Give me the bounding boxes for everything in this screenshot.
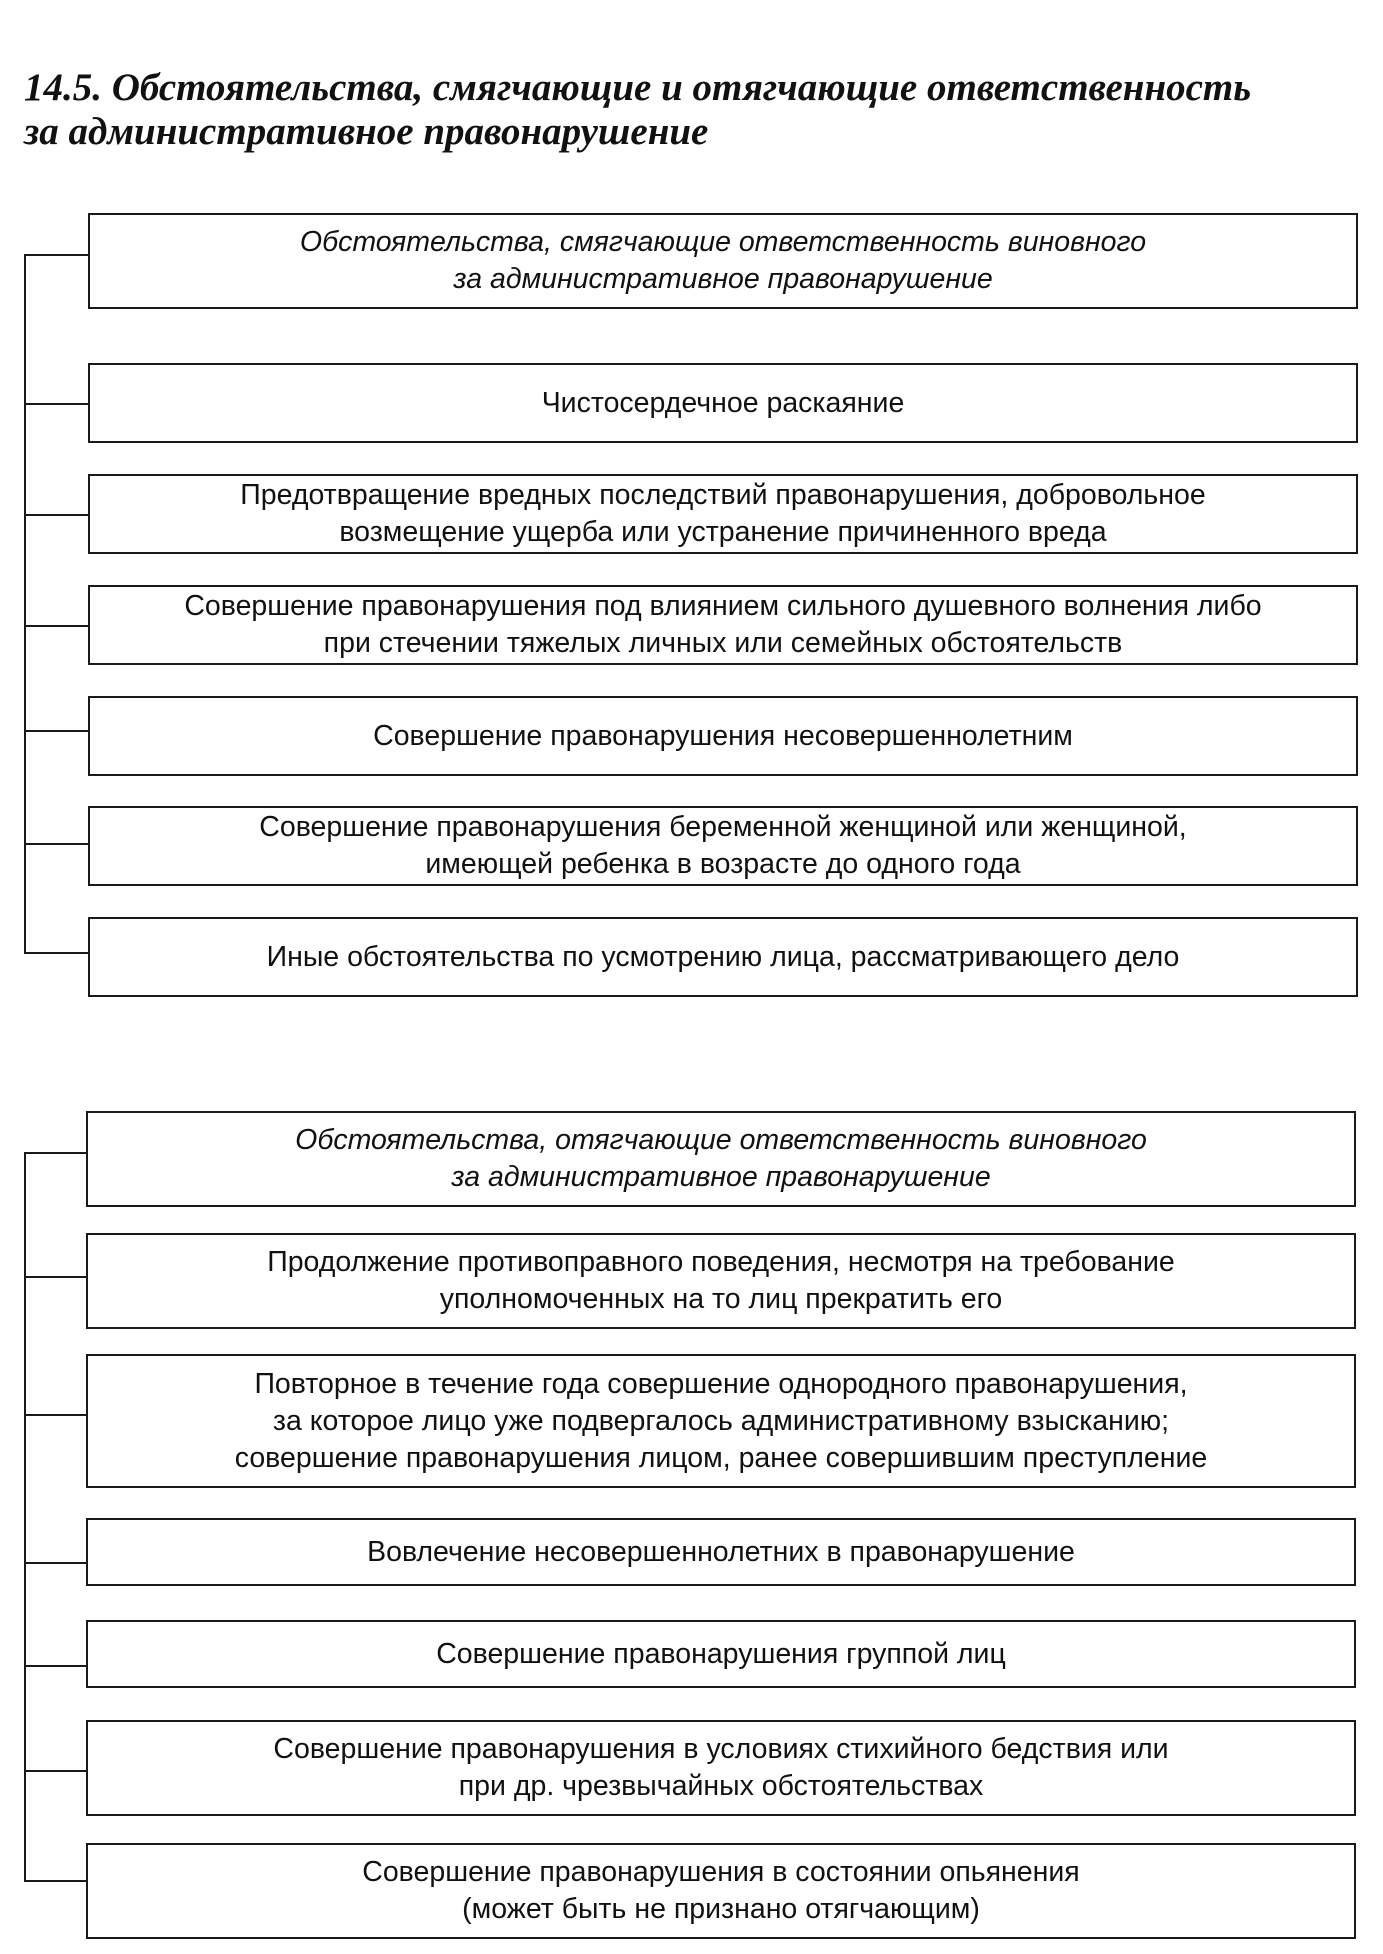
aggravating-bracket-line (24, 1152, 26, 1882)
mitigating-item-box (88, 474, 1358, 554)
mitigating-item-line-1: Совершение правонарушения беременной женщиной или женщиной, (259, 811, 1187, 843)
aggravating-header-line-1: Обстоятельства, отягчающие ответственность виновного (295, 1124, 1147, 1156)
aggravating-item-line-3: совершение правонарушения лицом, ранее совершившим преступление (234, 1441, 1208, 1474)
mitigating-item-box (88, 806, 1358, 886)
mitigating-item-line-1: Иные обстоятельства по усмотрению лица, рассматривающего дело (266, 940, 1180, 973)
mitigating-connector (24, 514, 90, 516)
aggravating-connector (24, 1665, 88, 1667)
mitigating-connector (24, 952, 90, 954)
mitigating-item-line-1: Совершение правонарушения несовершеннолетним (373, 719, 1073, 752)
aggravating-connector (24, 1562, 88, 1564)
mitigating-item-box (88, 363, 1358, 443)
mitigating-item-box (88, 917, 1358, 997)
page-title (24, 66, 1354, 154)
aggravating-item-box (86, 1518, 1356, 1586)
aggravating-item-line-1: Повторное в течение года совершение однородного правонарушения, (254, 1367, 1188, 1400)
mitigating-item-line-2: при стечении тяжелых личных или семейных обстоятельств (323, 627, 1123, 659)
aggravating-connector (24, 1770, 88, 1772)
aggravating-item-box (86, 1620, 1356, 1688)
mitigating-header-box (88, 213, 1358, 309)
mitigating-item-line-1: Совершение правонарушения под влиянием сильного душевного волнения либо (184, 590, 1262, 622)
mitigating-bracket-line (24, 254, 26, 954)
aggravating-item-box (86, 1354, 1356, 1488)
aggravating-item-line-1: Продолжение противоправного поведения, несмотря на требование (267, 1246, 1175, 1278)
mitigating-item-line-2: возмещение ущерба или устранение причиненного вреда (339, 516, 1107, 548)
mitigating-connector (24, 730, 90, 732)
aggravating-connector (24, 1152, 88, 1154)
aggravating-item-box (86, 1720, 1356, 1816)
mitigating-header-line-1: Обстоятельства, смягчающие ответственность виновного (299, 226, 1147, 258)
aggravating-item-line-2: за которое лицо уже подвергалось административному взысканию; (272, 1404, 1170, 1437)
mitigating-connector (24, 625, 90, 627)
aggravating-connector (24, 1414, 88, 1416)
aggravating-header-box (86, 1111, 1356, 1207)
aggravating-item-line-2: (может быть не признано отягчающим) (462, 1893, 980, 1925)
aggravating-header-line-2: за административное правонарушение (451, 1161, 991, 1193)
mitigating-item-box (88, 696, 1358, 776)
mitigating-connector (24, 254, 90, 256)
mitigating-item-box (88, 585, 1358, 665)
aggravating-item-line-1: Совершение правонарушения группой лиц (436, 1637, 1006, 1670)
aggravating-item-line-1: Вовлечение несовершеннолетних в правонарушение (367, 1535, 1075, 1568)
mitigating-item-line-1: Чистосердечное раскаяние (541, 386, 905, 419)
aggravating-item-box (86, 1843, 1356, 1939)
aggravating-item-line-2: уполномоченных на то лиц прекратить его (439, 1283, 1003, 1315)
mitigating-header-line-2: за административное правонарушение (453, 263, 993, 295)
aggravating-item-line-1: Совершение правонарушения в состоянии опьянения (362, 1856, 1080, 1888)
page-title-line-2: за административное правонарушение (24, 110, 709, 153)
aggravating-item-line-2: при др. чрезвычайных обстоятельствах (458, 1770, 984, 1802)
page-title-line-1: 14.5. Обстоятельства, смягчающие и отягчающие ответственность (24, 66, 1252, 109)
aggravating-item-line-1: Совершение правонарушения в условиях стихийного бедствия или (273, 1733, 1169, 1765)
mitigating-connector (24, 403, 90, 405)
mitigating-item-line-2: имеющей ребенка в возрасте до одного года (425, 848, 1021, 880)
aggravating-connector (24, 1276, 88, 1278)
aggravating-item-box (86, 1233, 1356, 1329)
mitigating-connector (24, 843, 90, 845)
mitigating-item-line-1: Предотвращение вредных последствий правонарушения, добровольное (240, 479, 1206, 511)
aggravating-connector (24, 1880, 88, 1882)
